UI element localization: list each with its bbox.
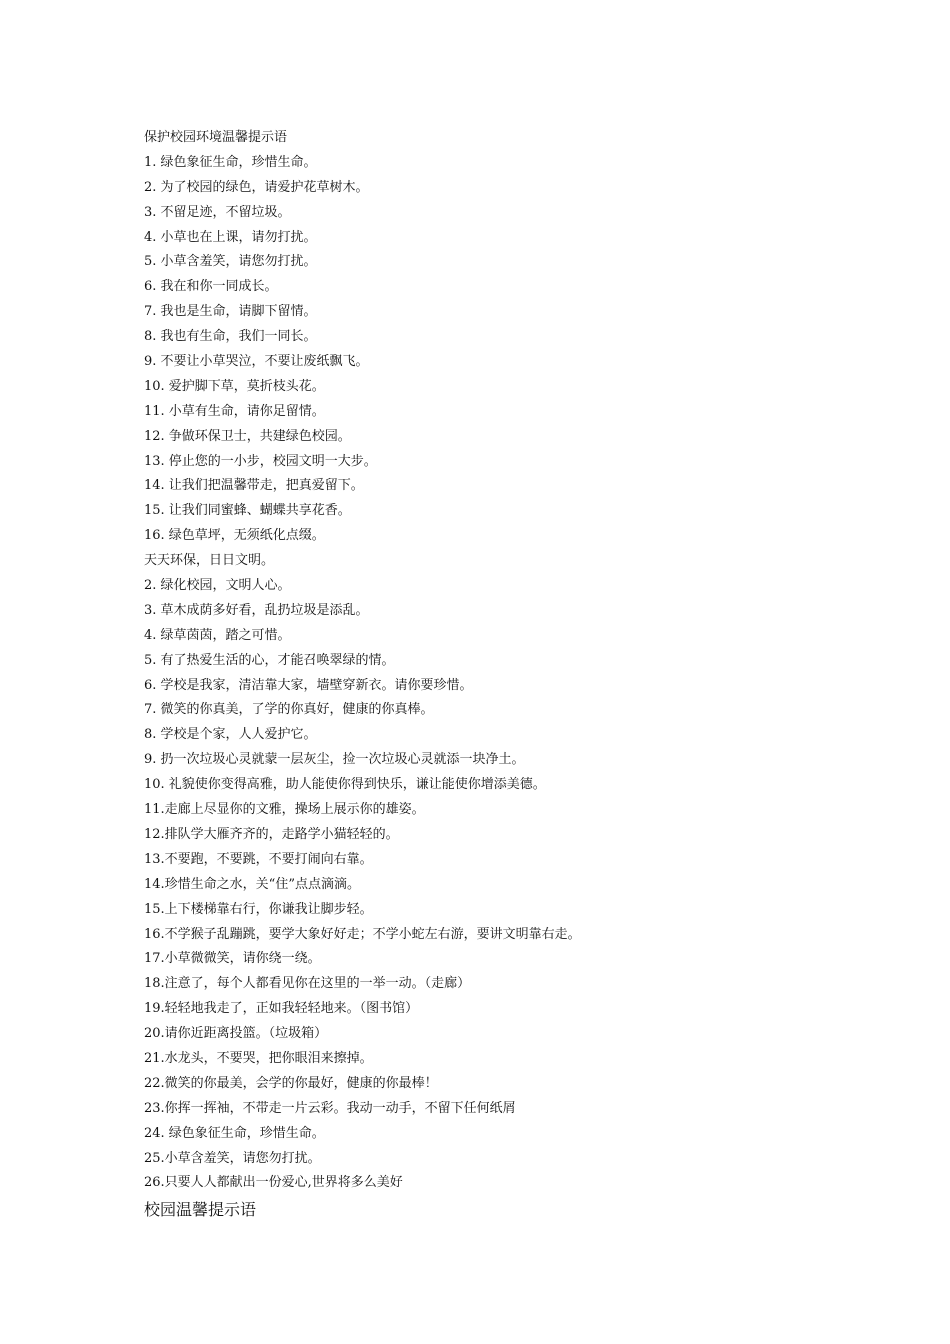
slogan-line: 25.小草含羞笑，请您勿打扰。 [144,1150,321,1166]
slogan-line: 21.水龙头，不要哭，把你眼泪来擦掉。 [144,1050,373,1066]
slogan-line: 18.注意了，每个人都看见你在这里的一举一动。（走廊） [144,976,471,992]
slogan-line: 天天环保，日日文明。 [144,553,275,569]
slogan-line: 16. 绿色草坪，无须纸化点缀。 [144,528,325,544]
slogan-line: 7. 微笑的你真美，了学的你真好，健康的你真棒。 [144,702,434,718]
slogan-line: 23.你挥一挥袖，不带走一片云彩。我动一动手，不留下任何纸屑 [144,1100,516,1116]
slogan-line: 10. 爱护脚下草，莫折枝头花。 [144,378,325,394]
slogan-line: 15. 让我们同蜜蜂、蝴蝶共享花香。 [144,503,351,519]
slogan-line: 2. 绿化校园，文明人心。 [144,578,291,594]
slogan-line: 11. 小草有生命，请你足留情。 [144,403,325,419]
slogan-line: 24. 绿色象征生命，珍惜生命。 [144,1125,325,1141]
slogan-line: 3. 不留足迹，不留垃圾。 [144,204,291,220]
slogan-line: 26.只要人人都献出一份爱心,世界将多么美好 [144,1175,403,1191]
slogan-line: 9. 扔一次垃圾心灵就蒙一层灰尘，捡一次垃圾心灵就添一块净土。 [144,752,525,768]
section-title: 校园温馨提示语 [144,1200,257,1220]
slogan-line: 17.小草微微笑，请你绕一绕。 [144,951,321,967]
slogan-line: 5. 小草含羞笑，请您勿打扰。 [144,254,317,270]
slogan-line: 11.走廊上尽显你的文雅，操场上展示你的雄姿。 [144,802,425,818]
slogan-line: 6. 我在和你一同成长。 [144,279,278,295]
document-page [144,126,864,1224]
slogan-line: 13.不要跑，不要跳，不要打闹向右靠。 [144,851,373,867]
slogan-line: 15.上下楼梯靠右行，你谦我让脚步轻。 [144,901,373,917]
slogan-line: 6. 学校是我家，清洁靠大家，墙壁穿新衣。请你要珍惜。 [144,677,473,693]
slogan-line: 14. 让我们把温馨带走，把真爱留下。 [144,478,364,494]
slogan-line: 16.不学猴子乱蹦跳，要学大象好好走；不学小蛇左右游，要讲文明靠右走。 [144,926,581,942]
slogan-line: 8. 我也有生命，我们一同长。 [144,329,317,345]
slogan-line: 5. 有了热爱生活的心，才能召唤翠绿的情。 [144,652,395,668]
slogan-line: 4. 绿草茵茵，踏之可惜。 [144,627,291,643]
slogan-line: 13. 停止您的一小步，校园文明一大步。 [144,453,377,469]
slogan-line: 3. 草木成荫多好看，乱扔垃圾是添乱。 [144,602,369,618]
slogan-line: 20.请你近距离投篮。（垃圾箱） [144,1026,328,1042]
slogan-list [144,151,864,1196]
slogan-line: 2. 为了校园的绿色，请爱护花草树木。 [144,179,369,195]
slogan-line: 10. 礼貌使你变得高雅，助人能使你得到快乐，谦让能使你增添美德。 [144,777,546,793]
slogan-line: 1. 绿色象征生命，珍惜生命。 [144,154,317,170]
slogan-line: 9. 不要让小草哭泣，不要让废纸飘飞。 [144,354,369,370]
slogan-line: 7. 我也是生命，请脚下留情。 [144,304,317,320]
slogan-line: 19.轻轻地我走了，正如我轻轻地来。（图书馆） [144,1001,419,1017]
slogan-line: 14.珍惜生命之水，关“住”点点滴滴。 [144,876,360,892]
document-title: 保护校园环境温馨提示语 [144,130,288,145]
slogan-line: 12.排队学大雁齐齐的，走路学小猫轻轻的。 [144,826,399,842]
slogan-line: 22.微笑的你最美，会学的你最好，健康的你最棒！ [144,1075,438,1091]
slogan-line: 8. 学校是个家，人人爱护它。 [144,727,317,743]
slogan-line: 4. 小草也在上课，请勿打扰。 [144,229,317,245]
slogan-line: 12. 争做环保卫士，共建绿色校园。 [144,428,351,444]
